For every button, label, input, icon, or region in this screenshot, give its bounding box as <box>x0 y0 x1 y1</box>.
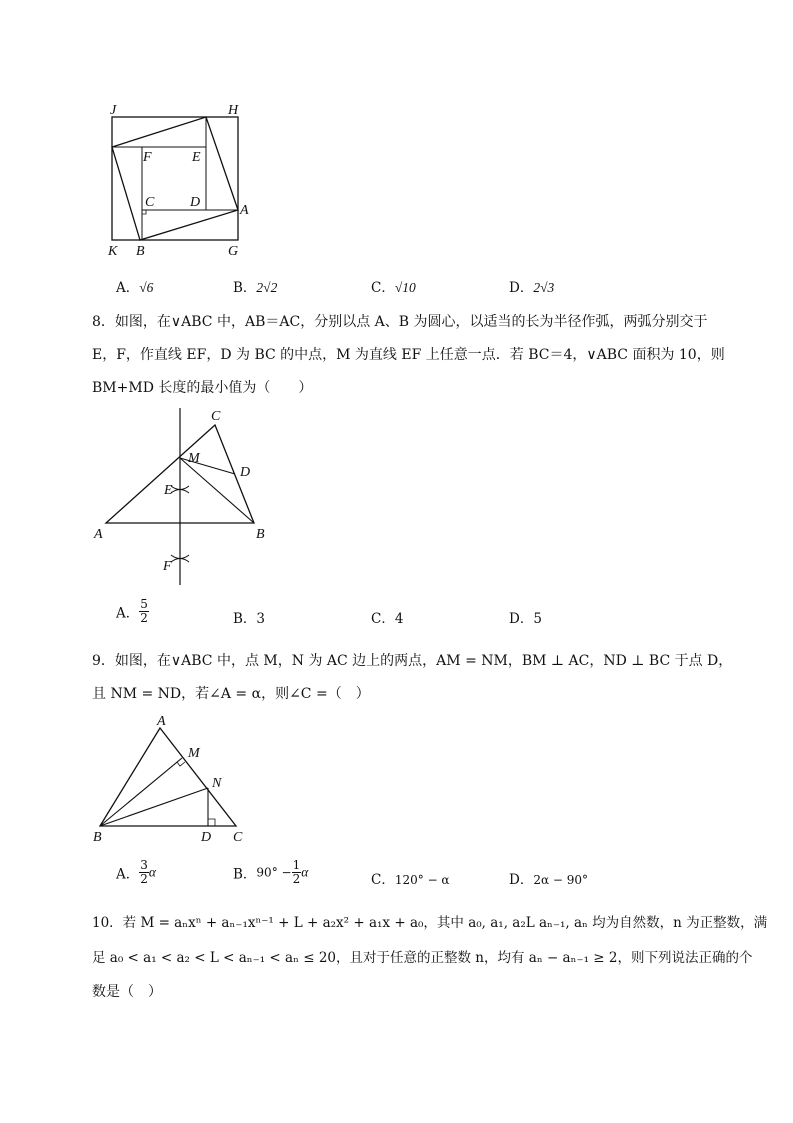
q9-option-d[interactable]: D．2α − 90° <box>509 872 589 888</box>
label-B: B <box>93 830 102 845</box>
label-C: C <box>211 409 221 424</box>
q10-line-2: 足 a₀ < a₁ < a₂ < L < aₙ₋₁ < aₙ ≤ 20，且对于任意的正整数 n，均有 aₙ − aₙ₋₁ ≥ 2，则下列说法正确的个 <box>92 950 753 966</box>
label-D: D <box>240 465 251 480</box>
q10-line-3: 数是（ ） <box>92 984 162 1000</box>
q9-option-b[interactable]: B．90° − $\frac{1}{2}$ α <box>233 858 309 886</box>
q9-line-2: 且 NM = ND，若∠A = α，则∠C =（ ） <box>92 686 370 702</box>
q8-option-c[interactable]: C．4 <box>371 611 404 627</box>
q8-option-b[interactable]: B．3 <box>233 611 266 627</box>
label-D: D <box>190 195 201 210</box>
q7-option-b[interactable]: B．2√2 <box>233 280 278 296</box>
q7-option-a[interactable]: A．√6 <box>116 280 154 296</box>
q8-option-d[interactable]: D．5 <box>509 611 542 627</box>
label-K: K <box>108 244 118 259</box>
label-B: B <box>136 244 145 259</box>
q7-option-d[interactable]: D．2√3 <box>509 280 555 296</box>
label-E: E <box>192 150 201 165</box>
q8-line-3: BM+MD 长度的最小值为（ ） <box>92 380 313 396</box>
q8-line-1: 8．如图，在∨ABC 中，AB＝AC，分别以点 A、B 为圆心，以适当的长为半径作弧，两弧分别交于 <box>92 314 708 330</box>
label-F: F <box>143 150 152 165</box>
q7-option-c[interactable]: C．√10 <box>371 280 416 296</box>
label-F: F <box>163 559 172 574</box>
label-A: A <box>240 203 249 218</box>
q9-option-c[interactable]: C．120° − α <box>371 872 450 888</box>
figure-q9 <box>90 710 255 845</box>
q8-option-a[interactable]: A． $\frac{5}{2}$ <box>116 597 148 625</box>
label-E: E <box>164 483 173 498</box>
label-M: M <box>188 746 200 761</box>
label-N: N <box>212 776 222 791</box>
label-D: D <box>201 830 212 845</box>
label-B: B <box>256 527 265 542</box>
label-A: A <box>157 714 166 729</box>
label-H: H <box>228 103 239 118</box>
label-A: A <box>94 527 103 542</box>
label-C: C <box>233 830 243 845</box>
figure-q8 <box>90 402 280 587</box>
label-C: C <box>145 195 155 210</box>
label-J: J <box>110 103 117 118</box>
q10-line-1: 10．若 M = aₙxⁿ + aₙ₋₁xⁿ⁻¹ + L + a₂x² + a₁x + a₀，其中 a₀, a₁, a₂L aₙ₋₁, aₙ 均为自然数，n 为正整数，满 <box>92 915 768 931</box>
q8-line-2: E，F，作直线 EF，D 为 BC 的中点，M 为直线 EF 上任意一点．若 BC＝4，∨ABC 面积为 10，则 <box>92 347 725 363</box>
q9-line-1: 9．如图，在∨ABC 中，点 M，N 为 AC 边上的两点，AM = NM，BM ⊥ AC，ND ⊥ BC 于点 D， <box>92 653 733 669</box>
label-G: G <box>228 244 239 259</box>
q9-option-a[interactable]: A． $\frac{3}{2}$ α <box>116 858 156 886</box>
label-M: M <box>188 451 200 466</box>
figure-q7 <box>100 98 260 263</box>
